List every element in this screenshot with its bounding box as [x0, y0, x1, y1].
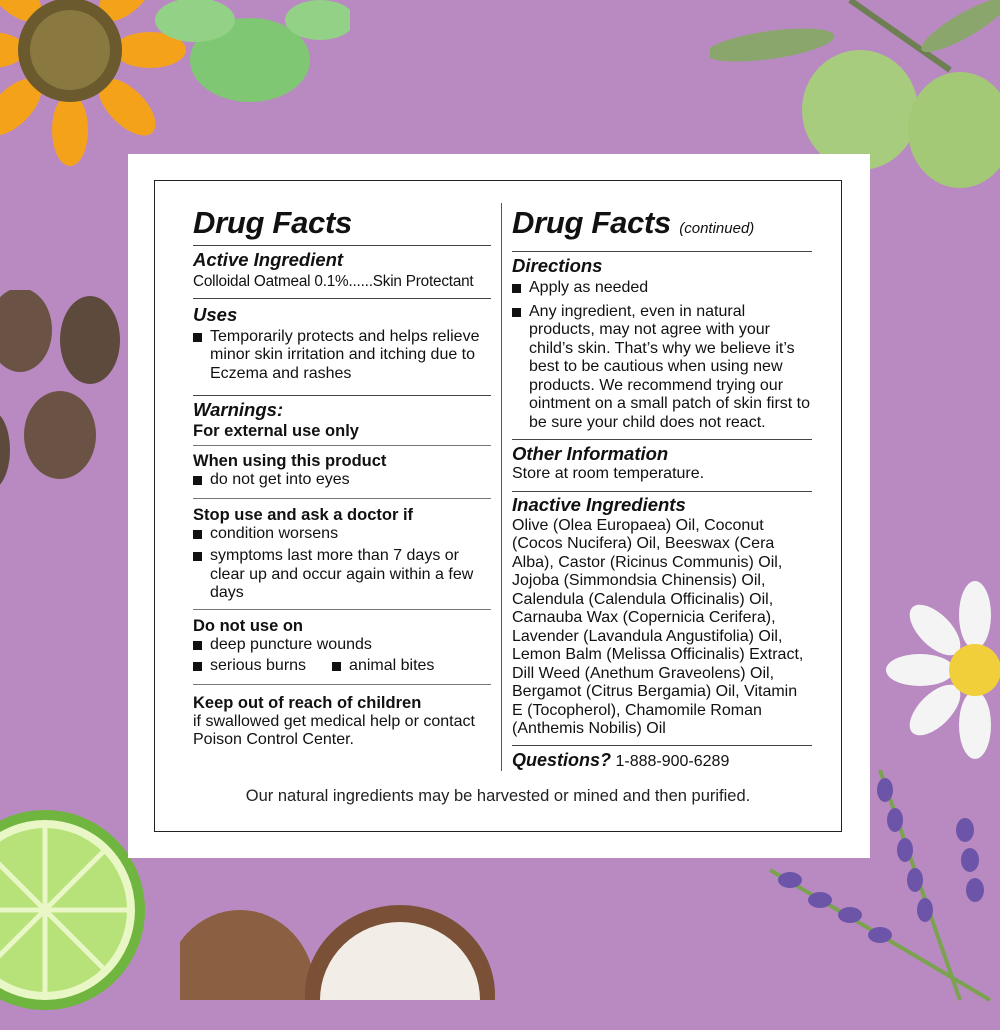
mint-leaf-illustration	[150, 0, 350, 150]
section-rule	[193, 498, 491, 499]
warnings-heading: Warnings:	[193, 399, 284, 420]
when-using-item: do not get into eyes	[193, 471, 491, 490]
section-rule	[512, 745, 812, 746]
uses-item: Temporarily protects and helps relieve minor skin irritation and itching due to Eczema and rashes	[193, 328, 491, 384]
other-info-heading: Other Information	[512, 443, 669, 464]
active-ingredient-text: Colloidal Oatmeal 0.1%......Skin Protectant	[193, 273, 474, 290]
do-not-use-row	[193, 657, 491, 676]
questions-phone: 1-888-900-6289	[615, 752, 730, 770]
questions-label: Questions?	[512, 749, 612, 770]
do-not-use-item: animal bites	[332, 657, 434, 676]
title-rule	[193, 245, 491, 246]
inactive-ingredients-text: Olive (Olea Europaea) Oil, Coconut (Cocos Nucifera) Oil, Beeswax (Cera Alba), Castor (Ricinus Communis) Oil, Jojoba (Simmondsia Chinensis) Oil, Calendula (Calendula Officinalis) Oil, Carnauba Wax (Copernicia Cerifera), Lavender (Lavandula Angustifolia) Oil, Lemon Balm (Melissa Officinalis) Extract, Dill Weed (Anethum Graveolens) Oil, Bergamot (Citrus Bergamia) Oil, Vitamin E (Tocopherol), Chamomile Roman (Anthemis Nobilis) Oil	[512, 516, 804, 737]
active-ingredient-heading: Active Ingredient	[193, 249, 344, 270]
keep-out-text: if swallowed get medical help or contact Poison Control Center.	[193, 712, 475, 748]
drug-facts-continued-title	[512, 205, 812, 247]
section-rule	[193, 445, 491, 446]
drug-facts-frame	[154, 180, 842, 832]
drug-facts-card	[128, 154, 870, 858]
directions-item: Apply as needed	[512, 279, 812, 298]
uses-heading: Uses	[193, 303, 238, 325]
do-not-use-item: deep puncture wounds	[193, 636, 491, 655]
keep-out-heading: Keep out of reach of children	[193, 693, 422, 712]
title-rule	[512, 251, 812, 252]
stop-use-heading: Stop use and ask a doctor if	[193, 505, 414, 524]
right-column	[512, 205, 812, 771]
section-rule	[193, 298, 491, 299]
section-rule	[193, 609, 491, 610]
footer-note: Our natural ingredients may be harvested or mined and then purified.	[245, 787, 751, 805]
section-rule	[512, 491, 812, 492]
section-rule	[193, 395, 491, 396]
title-text: Drug Facts	[512, 205, 671, 240]
inactive-ingredients-heading: Inactive Ingredients	[512, 493, 686, 515]
section-rule	[512, 439, 812, 440]
stop-use-item: condition worsens	[193, 525, 491, 544]
coconut-illustration	[180, 880, 500, 1000]
external-use-text: For external use only	[193, 422, 359, 440]
column-divider	[501, 203, 502, 771]
when-using-heading: When using this product	[193, 452, 387, 470]
other-info-text: Store at room temperature.	[512, 465, 705, 482]
shea-nut-illustration	[0, 290, 130, 510]
continued-label: (continued)	[679, 220, 755, 237]
stop-use-item: symptoms last more than 7 days or clear up and occur again within a few days	[193, 547, 491, 603]
sunflower-illustration	[0, 0, 200, 180]
left-column	[193, 205, 491, 750]
directions-item: Any ingredient, even in natural products, may not agree with your child’s skin. That’s why we believe it’s best to be cautious when using new products. We recommend trying our ointment on a small patch of skin first to be sure your child does not react.	[512, 303, 812, 433]
do-not-use-item: serious burns	[193, 657, 306, 676]
chamomile-illustration	[880, 580, 1000, 780]
do-not-use-heading: Do not use on	[193, 616, 303, 635]
section-rule	[193, 684, 491, 685]
directions-heading: Directions	[512, 255, 603, 276]
drug-facts-title: Drug Facts	[193, 205, 352, 240]
questions-line	[512, 750, 812, 772]
